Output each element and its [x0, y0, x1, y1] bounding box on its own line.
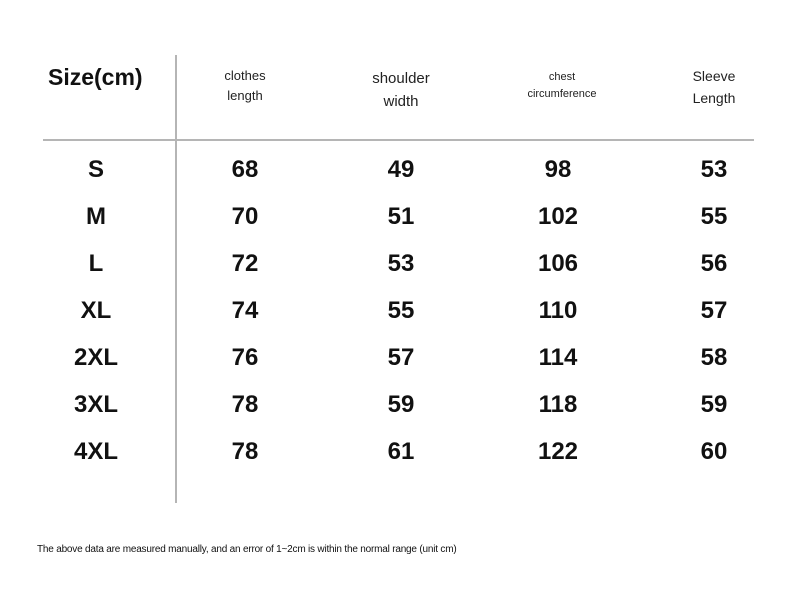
- size-column: [55, 150, 137, 479]
- table-cell: 56: [700, 250, 728, 277]
- table-cell: 118: [538, 391, 578, 418]
- header-divider: [43, 139, 754, 141]
- size-label: 2XL: [73, 344, 118, 371]
- header-sleeve-length: [673, 66, 755, 109]
- table-cell: 102: [537, 203, 579, 230]
- table-cell: 57: [387, 344, 415, 371]
- table-cell: 68: [231, 156, 259, 183]
- header-line: shoulder: [372, 70, 430, 87]
- size-label: 4XL: [73, 438, 118, 465]
- table-cell: 78: [231, 438, 259, 465]
- header-shoulder-width: [355, 67, 447, 114]
- shoulder-width-column: [360, 150, 442, 479]
- header-chest-circumference: [513, 69, 611, 103]
- table-cell: 55: [700, 203, 728, 230]
- table-cell: 51: [387, 203, 415, 230]
- chest-circumference-column: [517, 150, 599, 479]
- table-cell: 110: [538, 297, 578, 324]
- header-line: clothes: [224, 68, 266, 83]
- header-line: length: [227, 88, 263, 104]
- footnote: The above data are measured manually, and an error of 1~2cm is within the normal range (unit cm): [37, 544, 457, 555]
- table-cell: 53: [387, 250, 415, 277]
- table-cell: 70: [231, 203, 259, 230]
- size-label: 3XL: [73, 391, 118, 418]
- table-cell: 78: [231, 391, 259, 418]
- table-cell: 76: [231, 344, 259, 371]
- clothes-length-column: [204, 150, 286, 479]
- header-line: chest: [548, 71, 576, 83]
- vertical-divider: [175, 55, 177, 503]
- sleeve-length-column: [673, 150, 755, 479]
- header-line: Sleeve: [692, 68, 736, 84]
- size-label: S: [87, 156, 104, 183]
- header-line: width: [383, 93, 419, 111]
- header-clothes-length: [203, 66, 287, 106]
- table-cell: 106: [537, 250, 579, 277]
- table-cell: 58: [700, 344, 728, 371]
- table-cell: 59: [387, 391, 415, 418]
- table-cell: 59: [700, 391, 728, 418]
- table-cell: 60: [700, 438, 728, 465]
- table-cell: 61: [387, 438, 415, 465]
- table-cell: 114: [538, 344, 578, 371]
- table-cell: 55: [387, 297, 415, 324]
- table-cell: 53: [700, 156, 728, 183]
- table-cell: 72: [231, 250, 259, 277]
- table-cell: 57: [700, 297, 728, 324]
- table-cell: 98: [544, 156, 572, 183]
- table-cell: 74: [231, 297, 259, 324]
- size-label: L: [88, 250, 104, 277]
- header-line: Length: [692, 89, 736, 106]
- table-cell: 122: [537, 438, 579, 465]
- table-cell: 49: [387, 156, 415, 183]
- table-title: Size(cm): [48, 64, 143, 90]
- header-line: circumference: [527, 88, 597, 101]
- size-label: XL: [80, 297, 112, 324]
- size-label: M: [86, 203, 106, 230]
